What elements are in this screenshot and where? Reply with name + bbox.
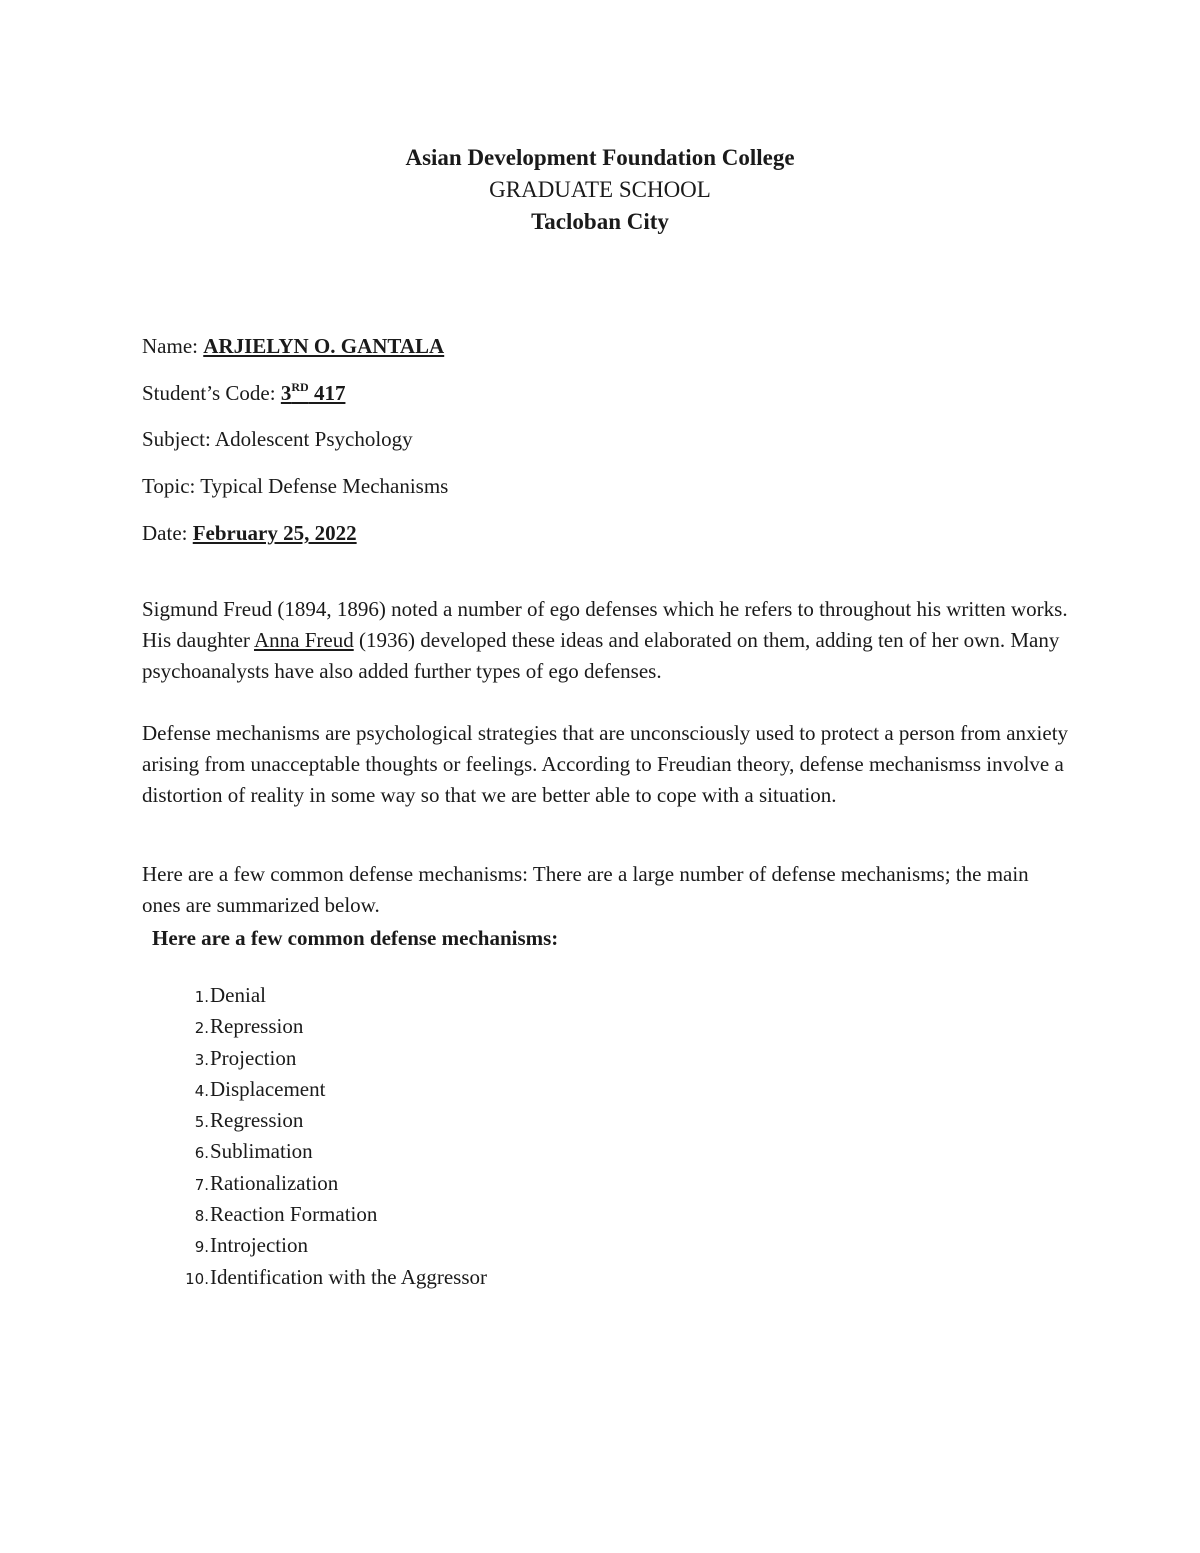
list-item-label: Introjection xyxy=(210,1233,308,1258)
topic-field xyxy=(142,472,448,500)
list-item xyxy=(160,980,487,1011)
list-item-number: 9. xyxy=(194,1238,209,1257)
list-item xyxy=(160,1230,487,1261)
list-item xyxy=(160,1105,487,1136)
mechanisms-list-title: Here are a few common defense mechanisms: xyxy=(152,926,559,950)
topic-value: Typical Defense Mechanisms xyxy=(200,474,449,498)
list-item-label: Repression xyxy=(210,1014,304,1039)
topic-label: Topic: xyxy=(142,474,196,498)
list-item xyxy=(160,1199,487,1230)
paragraph-1-end: (1936) developed these ideas and elaborated on them, adding ten of her own. Many psychoanalysts have also added further types of ego defenses. xyxy=(142,628,1060,683)
date-field xyxy=(142,519,357,547)
anna-freud-link[interactable]: Anna Freud xyxy=(253,628,354,652)
subject-label: Subject: xyxy=(142,427,211,451)
paragraph-summary-intro: Here are a few common defense mechanisms: There are a large number of defense mechanisms; the main ones are summarized below. xyxy=(142,862,1029,917)
subject-value: Adolescent Psychology xyxy=(214,427,413,451)
institution-name: Asian Development Foundation College xyxy=(405,145,795,170)
school-name: GRADUATE SCHOOL xyxy=(489,177,711,202)
list-item-number: 7. xyxy=(194,1175,209,1194)
list-item-number: 1. xyxy=(194,988,209,1006)
date-value: February 25, 2022 xyxy=(192,521,357,545)
list-item-number: 4. xyxy=(194,1081,209,1100)
paragraph-freud-history xyxy=(142,594,1072,687)
list-item xyxy=(160,1168,487,1199)
list-item-number: 8. xyxy=(194,1207,209,1226)
document-header xyxy=(0,142,1200,238)
list-item-label: Denial xyxy=(210,983,266,1007)
list-item-number: 10. xyxy=(185,1269,209,1288)
subject-field xyxy=(142,425,413,453)
list-item xyxy=(160,1043,487,1074)
student-code-field xyxy=(142,379,345,407)
date-label: Date: xyxy=(142,521,188,545)
list-item-label: Reaction Formation xyxy=(210,1202,378,1227)
list-item-number: 6. xyxy=(194,1144,209,1163)
paragraph-definition: Defense mechanisms are psychological strategies that are unconsciously used to protect a person from anxiety arising from unacceptable thoughts or feelings. According to Freudian theory, defense mechanismss involve a distortion of reality in some way so that we are better able to cope with a situation. xyxy=(142,721,1069,807)
name-field xyxy=(142,332,444,360)
list-item-label: Displacement xyxy=(210,1076,326,1101)
list-item-label: Identification with the Aggressor xyxy=(210,1264,488,1289)
student-code-number: 3 xyxy=(280,381,292,405)
mechanisms-list xyxy=(160,980,487,1293)
list-item-label: Projection xyxy=(210,1045,297,1070)
list-item xyxy=(160,1262,487,1293)
list-item-number: 3. xyxy=(194,1050,209,1069)
list-item-number: 5. xyxy=(194,1113,209,1132)
list-item-number: 2. xyxy=(194,1019,209,1038)
list-item xyxy=(160,1136,487,1167)
name-label: Name: xyxy=(142,334,198,358)
list-item-label: Rationalization xyxy=(210,1170,339,1195)
city-name: Tacloban City xyxy=(531,209,669,234)
list-item xyxy=(160,1074,487,1105)
list-item xyxy=(160,1011,487,1042)
student-code-rest: 417 xyxy=(308,381,346,405)
student-code-label: Student’s Code: xyxy=(142,381,276,405)
paragraph-1-start: Sigmund Freud (1894, 1896) noted a number of ego defenses which he refers to throughout his written works. His daughter xyxy=(142,597,1068,652)
student-code-suffix: RD xyxy=(291,380,309,394)
name-value: ARJIELYN O. GANTALA xyxy=(203,334,445,358)
list-item-label: Sublimation xyxy=(210,1139,313,1164)
list-item-label: Regression xyxy=(210,1108,304,1133)
student-code-value xyxy=(281,381,346,405)
